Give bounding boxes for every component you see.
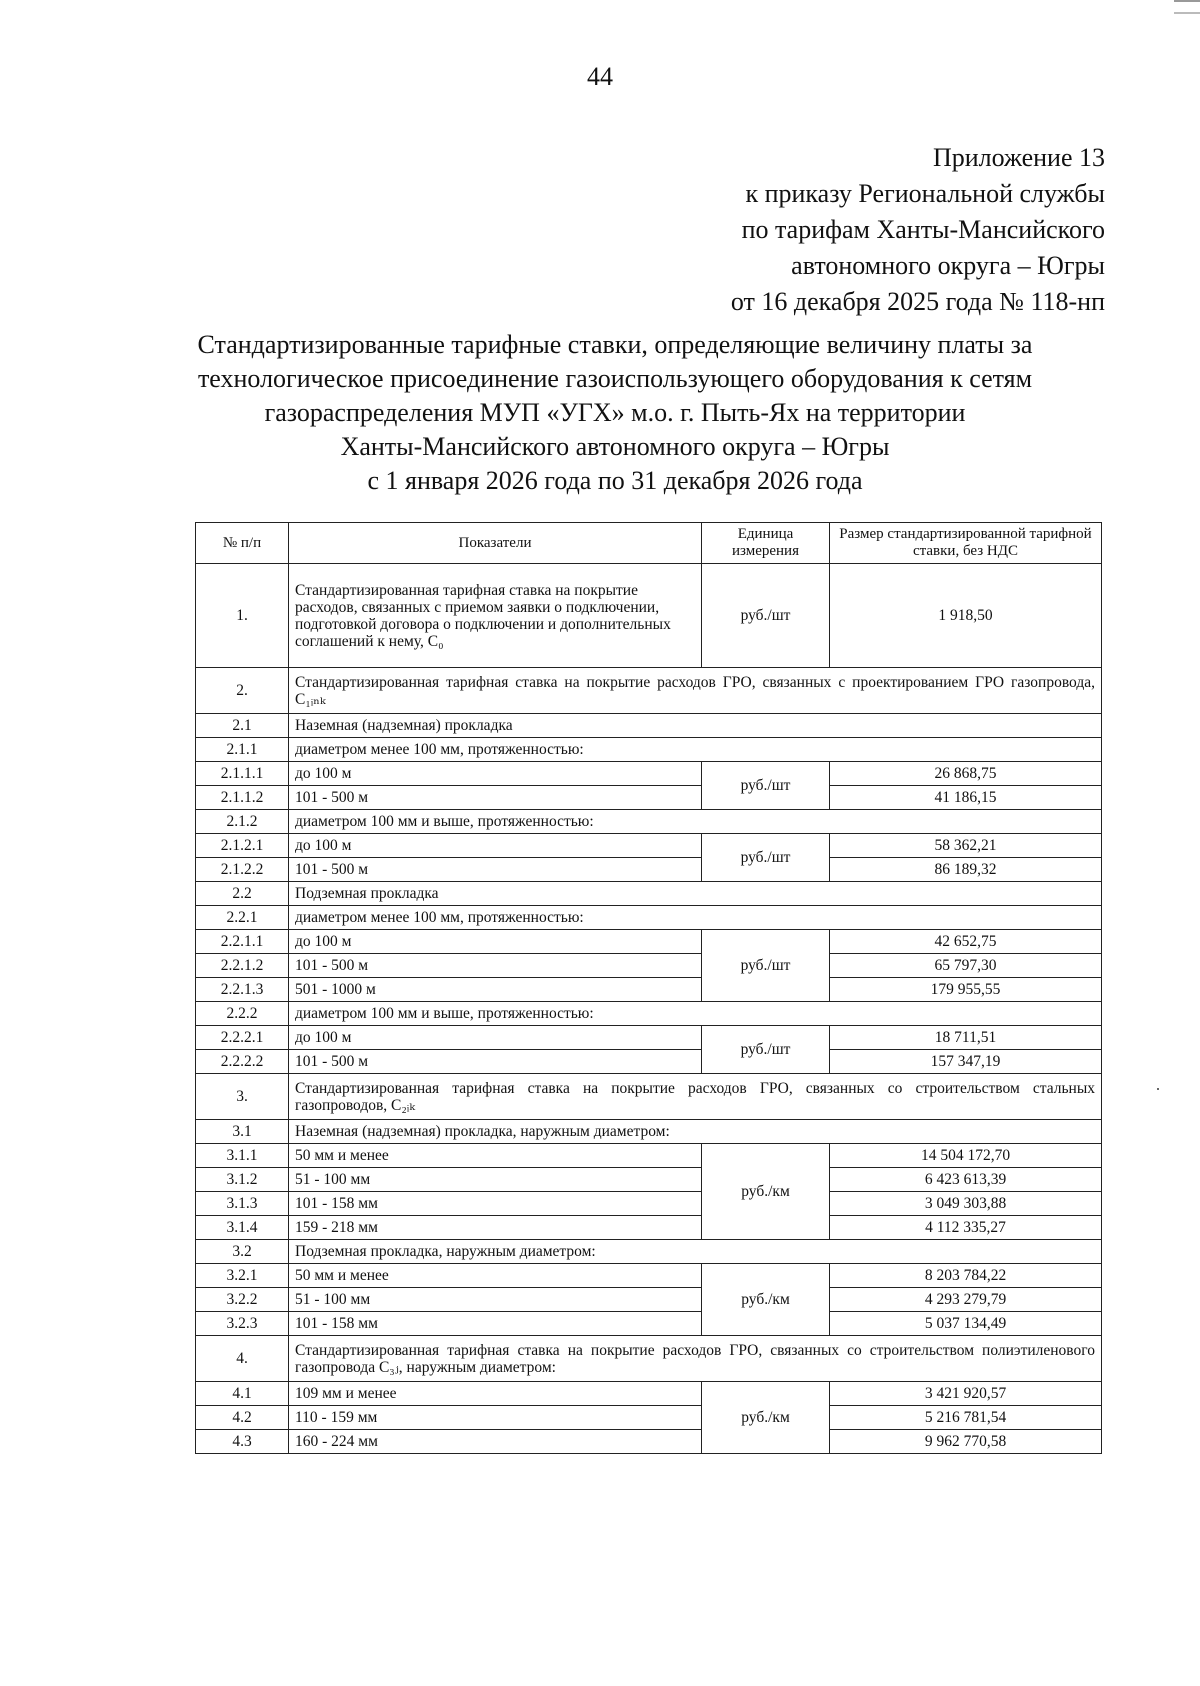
row-num: 2.2.1 xyxy=(196,906,289,930)
row-num: 2.1.2 xyxy=(196,810,289,834)
row-num: 3.2.1 xyxy=(196,1264,289,1288)
table-row xyxy=(196,1382,1102,1406)
row-indicator: 50 мм и менее xyxy=(289,1144,702,1168)
row-indicator: до 100 м xyxy=(289,930,702,954)
row-indicator: диаметром 100 мм и выше, протяженностью: xyxy=(289,810,1102,834)
row-num: 2.1.1 xyxy=(196,738,289,762)
row-unit: руб./шт xyxy=(702,834,830,882)
row-value: 4 293 279,79 xyxy=(830,1288,1102,1312)
table-group-row xyxy=(196,906,1102,930)
row-value: 86 189,32 xyxy=(830,858,1102,882)
row-indicator: Подземная прокладка, наружным диаметром: xyxy=(289,1240,1102,1264)
row-indicator: диаметром 100 мм и выше, протяженностью: xyxy=(289,1002,1102,1026)
annex-line: от 16 декабря 2025 года № 118-нп xyxy=(730,287,1105,316)
page-number: 44 xyxy=(587,62,613,91)
table-header-row xyxy=(196,523,1102,564)
row-indicator: 101 - 500 м xyxy=(289,954,702,978)
table-group-row xyxy=(196,810,1102,834)
row-indicator: Наземная (надземная) прокладка xyxy=(289,714,1102,738)
row-indicator: Стандартизированная тарифная ставка на покрытие расходов, связанных с приемом заявки о подключении, подготовкой договора о подключении и дополнительных соглашений к нему, C₀ xyxy=(289,564,702,668)
row-value: 157 347,19 xyxy=(830,1050,1102,1074)
table-group-row xyxy=(196,1336,1102,1382)
table-row xyxy=(196,564,1102,668)
row-value: 1 918,50 xyxy=(830,564,1102,668)
row-num: 1. xyxy=(196,564,289,668)
row-unit: руб./км xyxy=(702,1144,830,1240)
row-indicator: 101 - 158 мм xyxy=(289,1192,702,1216)
row-indicator: Стандартизированная тарифная ставка на покрытие расходов ГРО, связанных со строительством стальных газопроводов, C₂ᵢₖ xyxy=(289,1074,1102,1120)
row-indicator: 110 - 159 мм xyxy=(289,1406,702,1430)
row-unit: руб./шт xyxy=(702,1026,830,1074)
row-value: 18 711,51 xyxy=(830,1026,1102,1050)
row-num: 2.2.1.1 xyxy=(196,930,289,954)
row-indicator: диаметром менее 100 мм, протяженностью: xyxy=(289,738,1102,762)
row-indicator: 109 мм и менее xyxy=(289,1382,702,1406)
scan-edge-mark xyxy=(1174,0,1200,14)
table-row xyxy=(196,1312,1102,1336)
row-unit: руб./км xyxy=(702,1382,830,1454)
row-indicator: до 100 м xyxy=(289,762,702,786)
row-value: 3 049 303,88 xyxy=(830,1192,1102,1216)
row-indicator: Наземная (надземная) прокладка, наружным диаметром: xyxy=(289,1120,1102,1144)
header-num: № п/п xyxy=(196,523,289,564)
annex-line: Приложение 13 xyxy=(932,143,1105,172)
row-value: 3 421 920,57 xyxy=(830,1382,1102,1406)
table-group-row xyxy=(196,668,1102,714)
row-indicator: до 100 м xyxy=(289,1026,702,1050)
row-indicator: 501 - 1000 м xyxy=(289,978,702,1002)
row-num: 3.1.2 xyxy=(196,1168,289,1192)
row-value: 4 112 335,27 xyxy=(830,1216,1102,1240)
table-row xyxy=(196,1216,1102,1240)
row-indicator: 101 - 158 мм xyxy=(289,1312,702,1336)
title-line: технологическое присоединение газоиспользующего оборудования к сетям xyxy=(197,364,1033,393)
title-line: с 1 января 2026 года по 31 декабря 2026 года xyxy=(367,466,863,495)
row-value: 5 216 781,54 xyxy=(830,1406,1102,1430)
title-line: Стандартизированные тарифные ставки, определяющие величину платы за xyxy=(197,330,1033,359)
document-title xyxy=(150,328,1080,498)
row-value: 58 362,21 xyxy=(830,834,1102,858)
row-unit: руб./км xyxy=(702,1264,830,1336)
row-value: 14 504 172,70 xyxy=(830,1144,1102,1168)
table-row xyxy=(196,762,1102,786)
table-group-row xyxy=(196,1240,1102,1264)
row-indicator: Стандартизированная тарифная ставка на покрытие расходов ГРО, связанных со строительством полиэтиленового газопровода C₃ⱼ, наружным диаметром: xyxy=(289,1336,1102,1382)
table-row xyxy=(196,1168,1102,1192)
row-num: 2.1.2.2 xyxy=(196,858,289,882)
row-indicator: 101 - 500 м xyxy=(289,858,702,882)
row-num: 2.1 xyxy=(196,714,289,738)
row-value: 26 868,75 xyxy=(830,762,1102,786)
row-indicator: Подземная прокладка xyxy=(289,882,1102,906)
table-row xyxy=(196,1050,1102,1074)
table-row xyxy=(196,858,1102,882)
table-row xyxy=(196,1144,1102,1168)
row-indicator: 159 - 218 мм xyxy=(289,1216,702,1240)
table-row xyxy=(196,1264,1102,1288)
row-indicator: 160 - 224 мм xyxy=(289,1430,702,1454)
table-group-row xyxy=(196,1120,1102,1144)
header-unit: Единица измерения xyxy=(702,523,830,564)
row-unit: руб./шт xyxy=(702,762,830,810)
row-indicator: 51 - 100 мм xyxy=(289,1288,702,1312)
row-num: 4.3 xyxy=(196,1430,289,1454)
row-num: 2.2.2.1 xyxy=(196,1026,289,1050)
row-num: 2.2 xyxy=(196,882,289,906)
row-unit: руб./шт xyxy=(702,564,830,668)
row-value: 179 955,55 xyxy=(830,978,1102,1002)
table-row xyxy=(196,1406,1102,1430)
table-group-row xyxy=(196,1074,1102,1120)
annex-line: автономного округа – Югры xyxy=(791,251,1105,280)
table-group-row xyxy=(196,738,1102,762)
row-num: 3.1.1 xyxy=(196,1144,289,1168)
row-num: 3.1 xyxy=(196,1120,289,1144)
tariff-table xyxy=(195,522,1102,1454)
row-num: 3.2.2 xyxy=(196,1288,289,1312)
title-line: газораспределения МУП «УГХ» м.о. г. Пыть-Ях на территории xyxy=(264,398,966,427)
table-row xyxy=(196,1288,1102,1312)
table-row xyxy=(196,978,1102,1002)
row-indicator: Стандартизированная тарифная ставка на покрытие расходов ГРО, связанных с проектированием ГРО газопровода, C₁ᵢₙₖ xyxy=(289,668,1102,714)
row-num: 3.2 xyxy=(196,1240,289,1264)
row-num: 4. xyxy=(196,1336,289,1382)
row-value: 65 797,30 xyxy=(830,954,1102,978)
row-num: 2.2.2.2 xyxy=(196,1050,289,1074)
row-num: 2.2.1.3 xyxy=(196,978,289,1002)
table-row xyxy=(196,786,1102,810)
row-num: 4.1 xyxy=(196,1382,289,1406)
table-group-row xyxy=(196,714,1102,738)
row-indicator: 50 мм и менее xyxy=(289,1264,702,1288)
row-indicator: 51 - 100 мм xyxy=(289,1168,702,1192)
row-num: 3.1.3 xyxy=(196,1192,289,1216)
row-value: 8 203 784,22 xyxy=(830,1264,1102,1288)
table-row xyxy=(196,954,1102,978)
row-num: 2. xyxy=(196,668,289,714)
row-num: 2.2.1.2 xyxy=(196,954,289,978)
title-line: Ханты-Мансийского автономного округа – Югры xyxy=(340,432,890,461)
row-indicator: 101 - 500 м xyxy=(289,1050,702,1074)
header-value: Размер стандартизированной тарифной ставки, без НДС xyxy=(830,523,1102,564)
row-num: 2.1.1.2 xyxy=(196,786,289,810)
scan-speck xyxy=(1157,1088,1159,1090)
header-indicator: Показатели xyxy=(289,523,702,564)
row-value: 6 423 613,39 xyxy=(830,1168,1102,1192)
row-unit: руб./шт xyxy=(702,930,830,1002)
annex-header xyxy=(731,140,1105,320)
row-value: 5 037 134,49 xyxy=(830,1312,1102,1336)
annex-line: по тарифам Ханты-Мансийского xyxy=(741,215,1105,244)
row-num: 3.2.3 xyxy=(196,1312,289,1336)
row-value: 9 962 770,58 xyxy=(830,1430,1102,1454)
table-group-row xyxy=(196,1002,1102,1026)
row-num: 3. xyxy=(196,1074,289,1120)
table-row xyxy=(196,1430,1102,1454)
annex-line: к приказу Региональной службы xyxy=(745,179,1105,208)
row-num: 4.2 xyxy=(196,1406,289,1430)
row-num: 3.1.4 xyxy=(196,1216,289,1240)
table-row xyxy=(196,1026,1102,1050)
row-value: 41 186,15 xyxy=(830,786,1102,810)
row-indicator: диаметром менее 100 мм, протяженностью: xyxy=(289,906,1102,930)
row-num: 2.1.2.1 xyxy=(196,834,289,858)
table-row xyxy=(196,1192,1102,1216)
row-indicator: до 100 м xyxy=(289,834,702,858)
table-row xyxy=(196,834,1102,858)
row-num: 2.2.2 xyxy=(196,1002,289,1026)
table-group-row xyxy=(196,882,1102,906)
row-indicator: 101 - 500 м xyxy=(289,786,702,810)
row-value: 42 652,75 xyxy=(830,930,1102,954)
table-row xyxy=(196,930,1102,954)
row-num: 2.1.1.1 xyxy=(196,762,289,786)
